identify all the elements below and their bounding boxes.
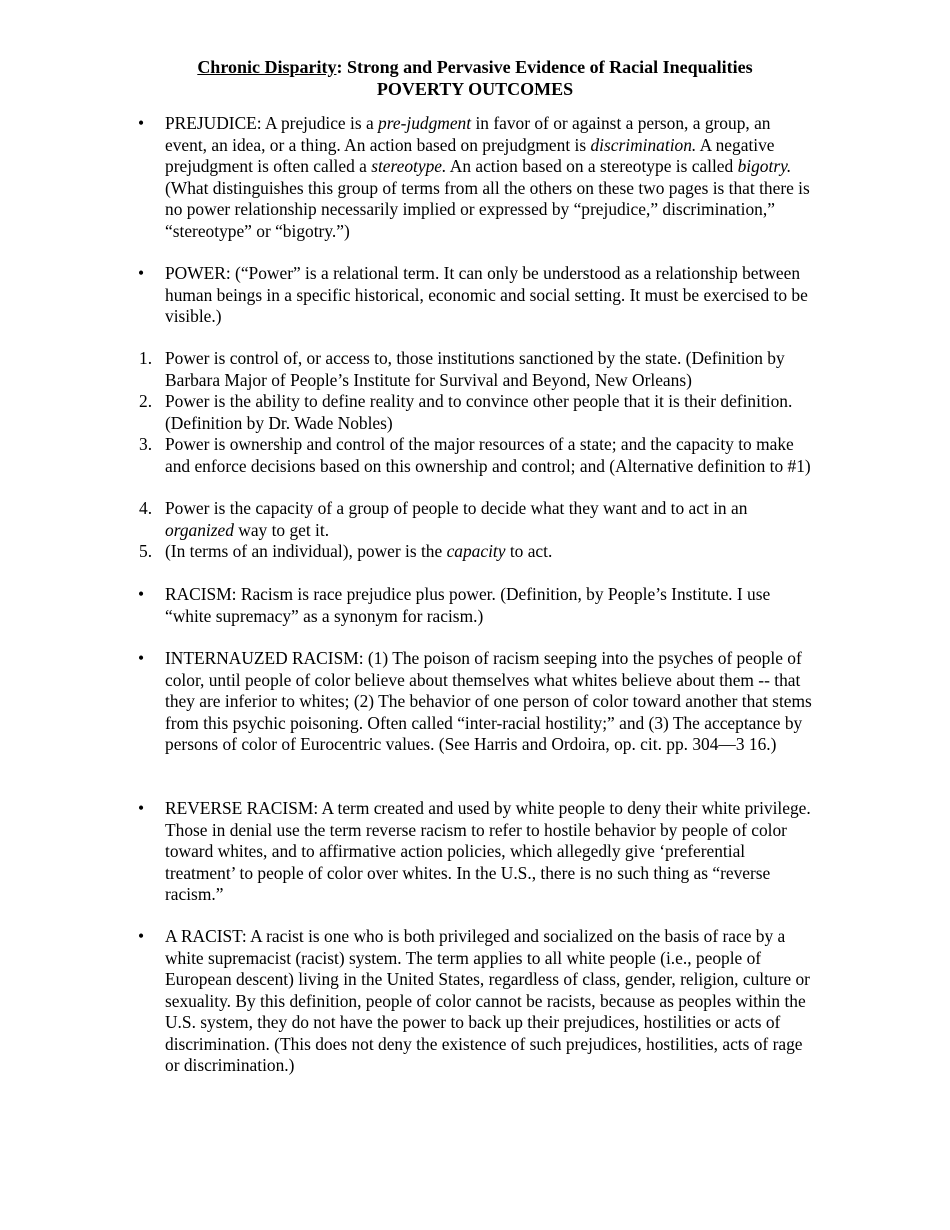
prejudice-term-discrimination: discrimination. bbox=[590, 134, 697, 155]
title-line-2: POVERTY OUTCOMES bbox=[376, 78, 574, 99]
list-number: 5. bbox=[139, 541, 153, 561]
list-item-text: Power is ownership and control of the major resources of a state; and the capacity to make and enforce decisions based on this ownership and control; and (Alternative definition to #1) bbox=[165, 434, 811, 476]
power-paragraph: POWER: (“Power” is a relational term. It can only be understood as a relationship between human beings in a specific historical, economic and social setting. It must be exercised to be visible.) bbox=[165, 263, 808, 326]
list-item-text-pre: (In terms of an individual), power is the bbox=[165, 541, 447, 561]
bullet-racism bbox=[138, 584, 815, 627]
document-title bbox=[0, 57, 950, 100]
power-list-item-4 bbox=[139, 498, 815, 541]
list-item-text-post: to act. bbox=[505, 541, 553, 561]
list-number: 2. bbox=[139, 391, 153, 411]
bullet-a-racist bbox=[138, 926, 815, 1077]
bullet-marker: • bbox=[138, 263, 145, 283]
prejudice-text: in favor of or against a person, a group, an event, an idea, or a thing. An action based on prejudgment is bbox=[165, 113, 771, 155]
bullet-marker: • bbox=[138, 798, 145, 818]
power-list-item-3 bbox=[139, 434, 815, 477]
prejudice-term-stereotype: stereotype. bbox=[371, 156, 447, 176]
list-number: 4. bbox=[139, 498, 153, 518]
prejudice-text: PREJUDICE: A prejudice is a bbox=[165, 113, 379, 133]
bullet-prejudice bbox=[138, 113, 815, 242]
power-list-item-2 bbox=[139, 391, 815, 434]
prejudice-paragraph bbox=[165, 113, 815, 242]
power-list-item-5 bbox=[139, 541, 815, 563]
bullet-marker: • bbox=[138, 584, 145, 604]
reverse-racism-paragraph: REVERSE RACISM: A term created and used by white people to deny their white privilege. Those in denial use the term reverse racism to refer to hostile behavior by people of color toward whites, and to affirmative action policies, which allegedly give ‘preferential treatment’ to people of color over whites. In the U.S., there is no such thing as “reverse racism.” bbox=[165, 798, 811, 904]
prejudice-text: A negative prejudgment is often called a bbox=[165, 134, 775, 176]
list-item-text-pre: Power is the capacity of a group of people to decide what they want and to act in an bbox=[165, 498, 748, 518]
title-line-1 bbox=[0, 57, 950, 79]
racism-paragraph: RACISM: Racism is race prejudice plus power. (Definition, by People’s Institute. I use “white supremacy” as a synonym for racism.) bbox=[165, 584, 771, 626]
prejudice-text: An action based on a stereotype is called bbox=[446, 156, 738, 176]
list-item-emphasis: capacity bbox=[446, 541, 506, 561]
power-list-item-1 bbox=[139, 348, 815, 391]
bullet-power bbox=[138, 263, 815, 328]
bullet-internalized-racism bbox=[138, 648, 815, 756]
prejudice-text: (What distinguishes this group of terms from all the others on these two pages is that there is no power relationship necessarily implied or expressed by “prejudice,” discrimination,” “stereotype” or “bigotry.”) bbox=[165, 177, 810, 241]
list-item-text bbox=[165, 498, 815, 541]
bullet-reverse-racism bbox=[138, 798, 815, 906]
list-number: 1. bbox=[139, 348, 153, 368]
list-item-text bbox=[165, 541, 815, 563]
list-item-text: Power is control of, or access to, those institutions sanctioned by the state. (Definition by Barbara Major of People’s Institute for Survival and Beyond, New Orleans) bbox=[165, 348, 785, 390]
list-item-emphasis: organized bbox=[165, 519, 234, 540]
list-number: 3. bbox=[139, 434, 153, 454]
prejudice-term-bigotry: bigotry. bbox=[737, 156, 792, 176]
list-item-text: Power is the ability to define reality and to convince other people that it is their definition. (Definition by Dr. Wade Nobles) bbox=[165, 391, 793, 433]
bullet-marker: • bbox=[138, 648, 145, 668]
title-underlined: Chronic Disparity bbox=[197, 57, 337, 77]
bullet-marker: • bbox=[138, 926, 145, 946]
list-item-text-post: way to get it. bbox=[233, 519, 330, 540]
a-racist-paragraph: A RACIST: A racist is one who is both privileged and socialized on the basis of race by a white supremacist (racist) system. The term applies to all white people (i.e., people of European descent) living in the United States, regardless of class, gender, religion, culture or sexuality. By this definition, people of color cannot be racists, because as peoples within the U.S. system, they do not have the power to back up their prejudices, hostilities or acts of discrimination. (This does not deny the existence of such prejudices, hostilities, acts of rage or discrimination.) bbox=[165, 926, 810, 1075]
bullet-marker: • bbox=[138, 113, 145, 133]
internalized-racism-paragraph: INTERNAUZED RACISM: (1) The poison of racism seeping into the psyches of people of color, until people of color believe about themselves what whites believe about them -- that they are inferior to whites; (2) The behavior of one person of color toward another that stems from this psychic poisoning. Often called “inter-racial hostility;” and (3) The acceptance by persons of color of Eurocentric values. (See Harris and Ordoira, op. cit. pp. 304—3 16.) bbox=[165, 648, 812, 754]
title-rest: : Strong and Pervasive Evidence of Racial Inequalities bbox=[336, 57, 753, 77]
prejudice-term-prejudgment: pre-judgment bbox=[378, 113, 472, 133]
